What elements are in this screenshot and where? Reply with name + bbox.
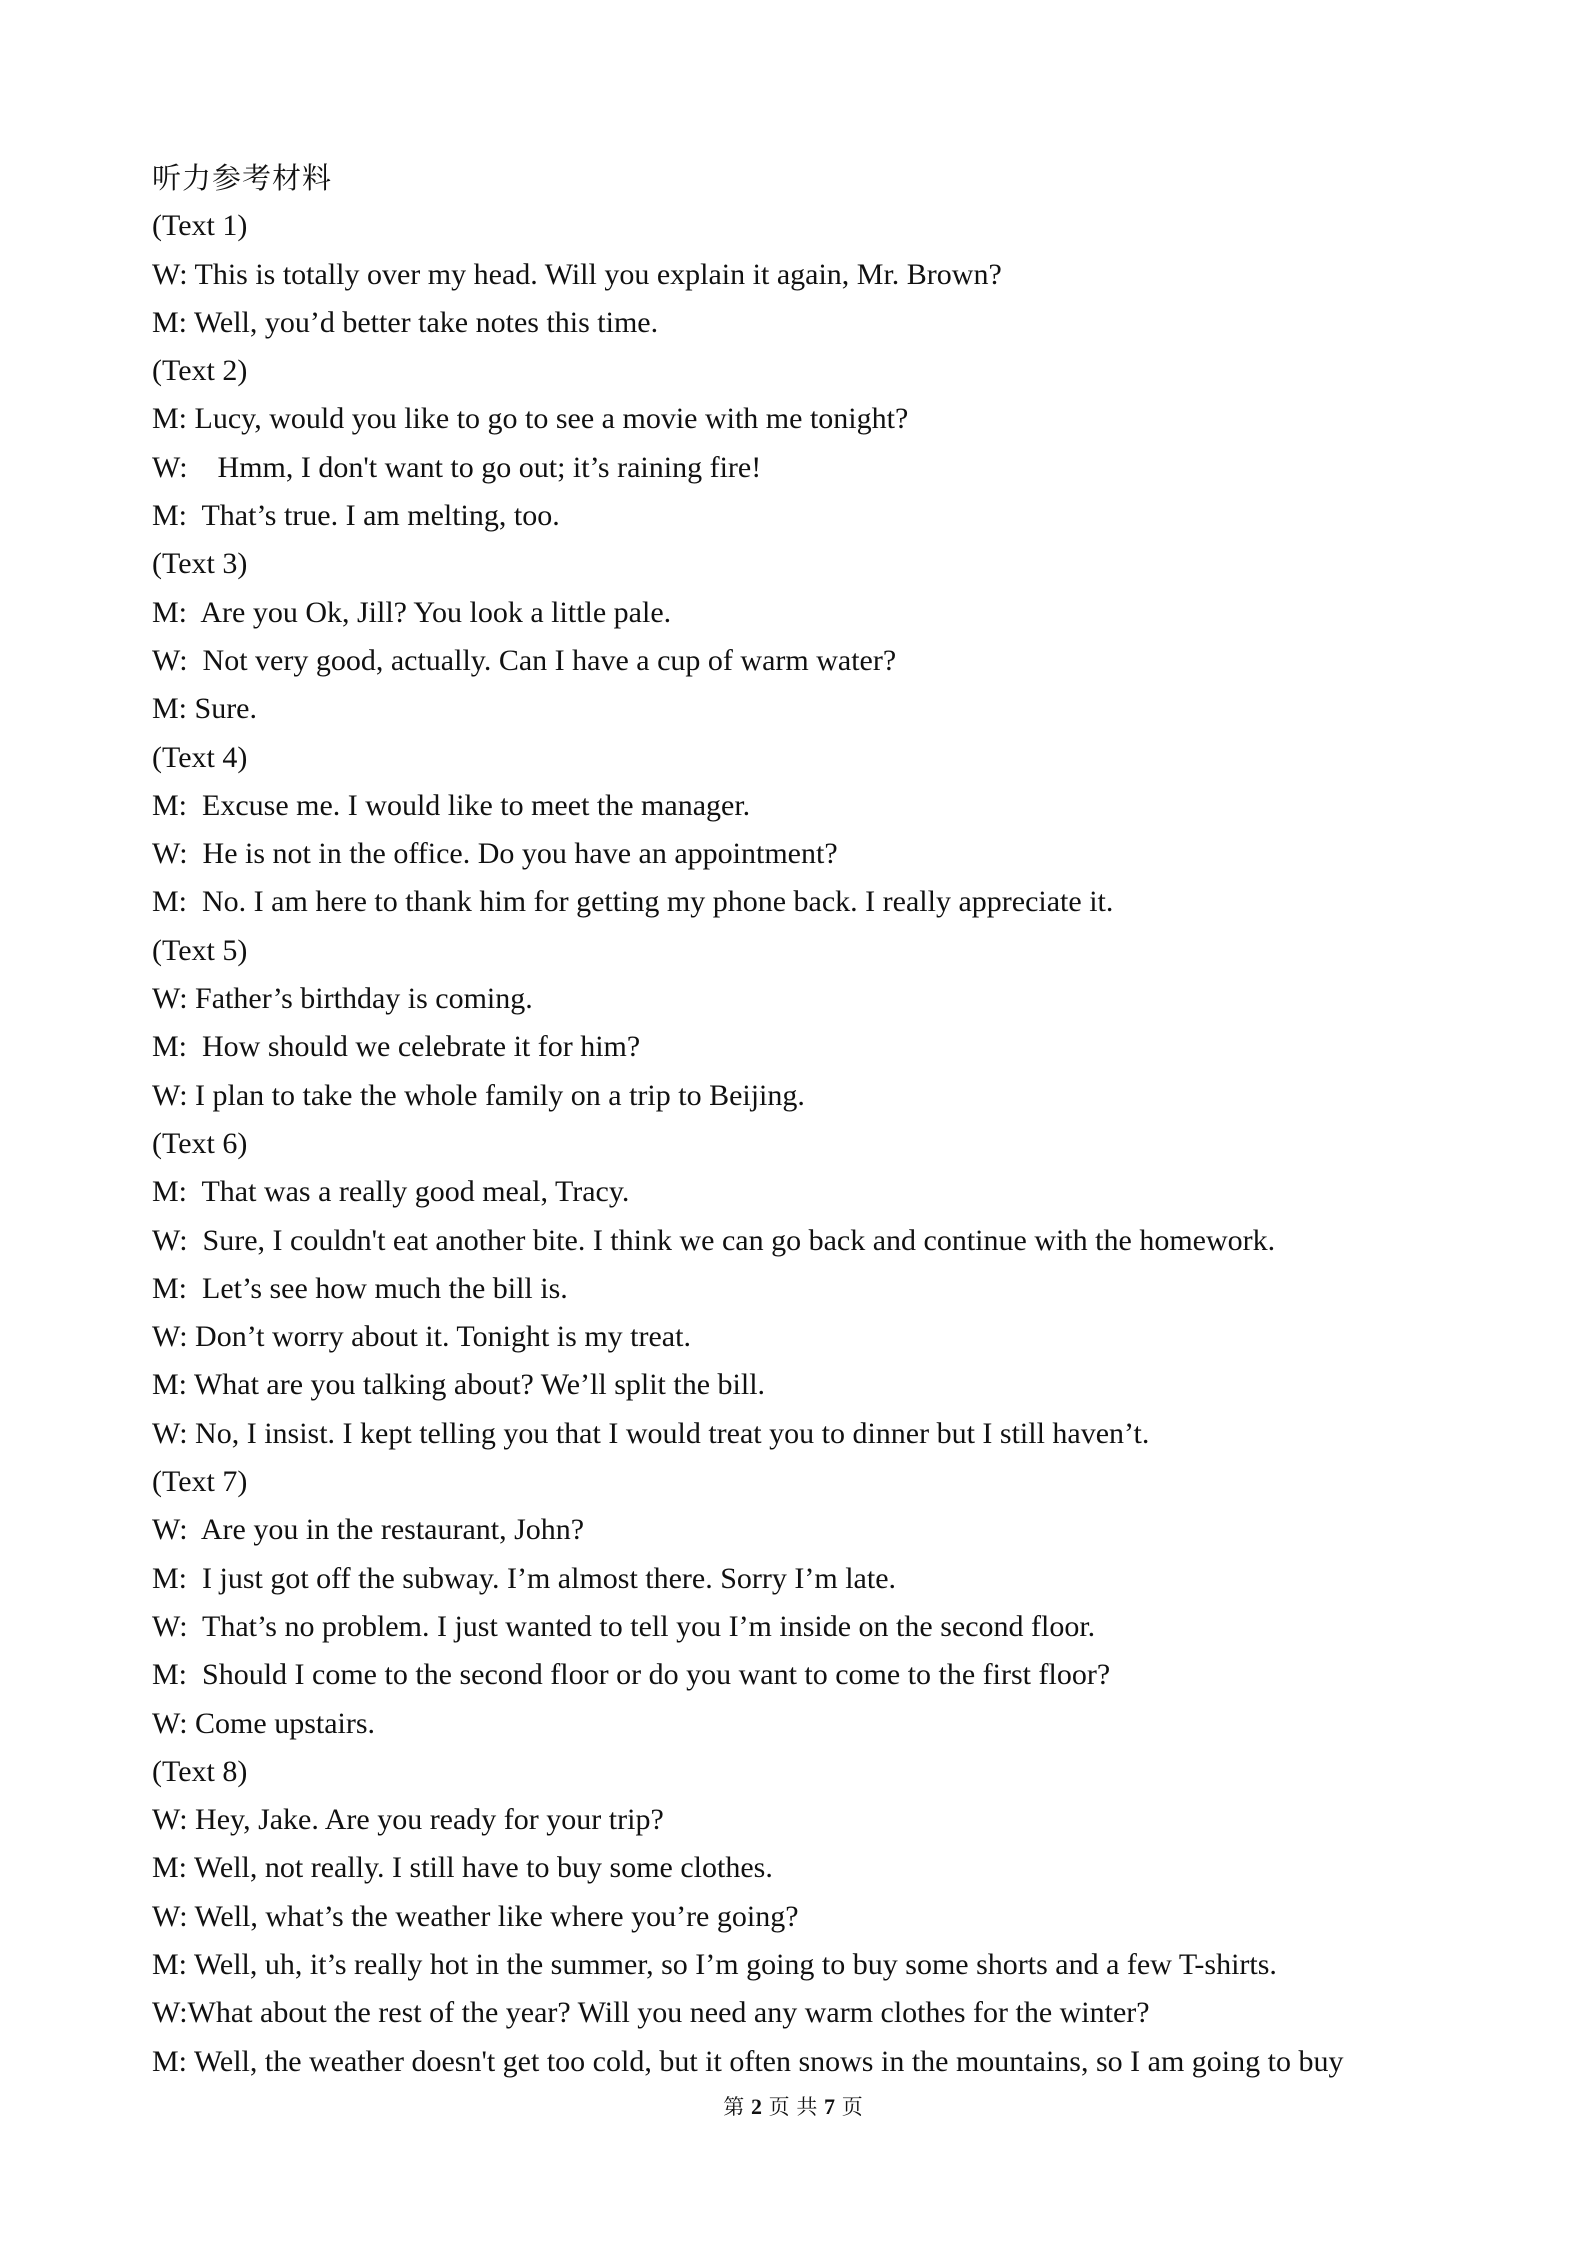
dialogue-line: M: I just got off the subway. I’m almost there. Sorry I’m late.	[152, 1561, 897, 1595]
dialogue-line: W: No, I insist. I kept telling you that I would treat you to dinner but I still haven’t.	[152, 1416, 1150, 1450]
dialogue-line: M: Are you Ok, Jill? You look a little pale.	[152, 595, 672, 629]
dialogue-line: W: Hmm, I don't want to go out; it’s raining fire!	[152, 450, 762, 484]
listening-transcript	[152, 154, 1452, 2086]
text-label: (Text 3)	[152, 547, 248, 581]
dialogue-line: M: Well, you’d better take notes this time.	[152, 305, 659, 339]
dialogue-line: M: How should we celebrate it for him?	[152, 1030, 641, 1064]
dialogue-line: W: Come upstairs.	[152, 1706, 376, 1740]
dialogue-line: M: No. I am here to thank him for getting my phone back. I really appreciate it.	[152, 885, 1114, 919]
dialogue-line: M: That was a really good meal, Tracy.	[152, 1175, 630, 1209]
dialogue-line: W: He is not in the office. Do you have an appointment?	[152, 837, 838, 871]
dialogue-line: M: Lucy, would you like to go to see a movie with me tonight?	[152, 402, 909, 436]
dialogue-line: M: What are you talking about? We’ll split the bill.	[152, 1368, 766, 1402]
page-footer	[0, 2091, 1586, 2121]
dialogue-lines	[152, 202, 1452, 2086]
dialogue-line: W: Don’t worry about it. Tonight is my treat.	[152, 1320, 691, 1354]
dialogue-line: W: This is totally over my head. Will you explain it again, Mr. Brown?	[152, 257, 1002, 291]
dialogue-line: M: That’s true. I am melting, too.	[152, 499, 560, 533]
dialogue-line: M: Well, not really. I still have to buy some clothes.	[152, 1851, 773, 1885]
text-label: (Text 1)	[152, 209, 248, 243]
text-label: (Text 6)	[152, 1126, 248, 1160]
text-label: (Text 8)	[152, 1754, 248, 1788]
text-label: (Text 5)	[152, 933, 248, 967]
text-label: (Text 7)	[152, 1465, 248, 1499]
dialogue-line: M: Excuse me. I would like to meet the manager.	[152, 788, 751, 822]
dialogue-line: W: Sure, I couldn't eat another bite. I think we can go back and continue with the homework.	[152, 1223, 1276, 1257]
dialogue-line: W: Not very good, actually. Can I have a cup of warm water?	[152, 643, 897, 677]
text-label: (Text 4)	[152, 740, 248, 774]
dialogue-line: W: Well, what’s the weather like where you’re going?	[152, 1899, 799, 1933]
footer-prefix: 第	[723, 2095, 751, 2119]
dialogue-line: W: Hey, Jake. Are you ready for your trip?	[152, 1803, 664, 1837]
dialogue-line: M: Should I come to the second floor or do you want to come to the first floor?	[152, 1658, 1111, 1692]
dialogue-line: M: Well, uh, it’s really hot in the summer, so I’m going to buy some shorts and a few T-shirts.	[152, 1947, 1277, 1981]
dialogue-line: W: That’s no problem. I just wanted to tell you I’m inside on the second floor.	[152, 1609, 1096, 1643]
text-label: (Text 2)	[152, 354, 248, 388]
dialogue-line: W:What about the rest of the year? Will you need any warm clothes for the winter?	[152, 1996, 1150, 2030]
dialogue-line: W: Father’s birthday is coming.	[152, 982, 533, 1016]
footer-page-number: 2	[750, 2094, 762, 2119]
dialogue-line: M: Let’s see how much the bill is.	[152, 1271, 568, 1305]
dialogue-line: M: Sure.	[152, 692, 257, 726]
dialogue-line: W: Are you in the restaurant, John?	[152, 1513, 585, 1547]
footer-middle: 页 共	[761, 2095, 825, 2119]
dialogue-line: W: I plan to take the whole family on a trip to Beijing.	[152, 1078, 805, 1112]
footer-suffix: 页	[835, 2095, 863, 2119]
section-heading: 听力参考材料	[152, 161, 333, 195]
footer-page-total: 7	[824, 2094, 836, 2119]
dialogue-line: M: Well, the weather doesn't get too cold, but it often snows in the mountains, so I am going to buy	[152, 2044, 1344, 2078]
